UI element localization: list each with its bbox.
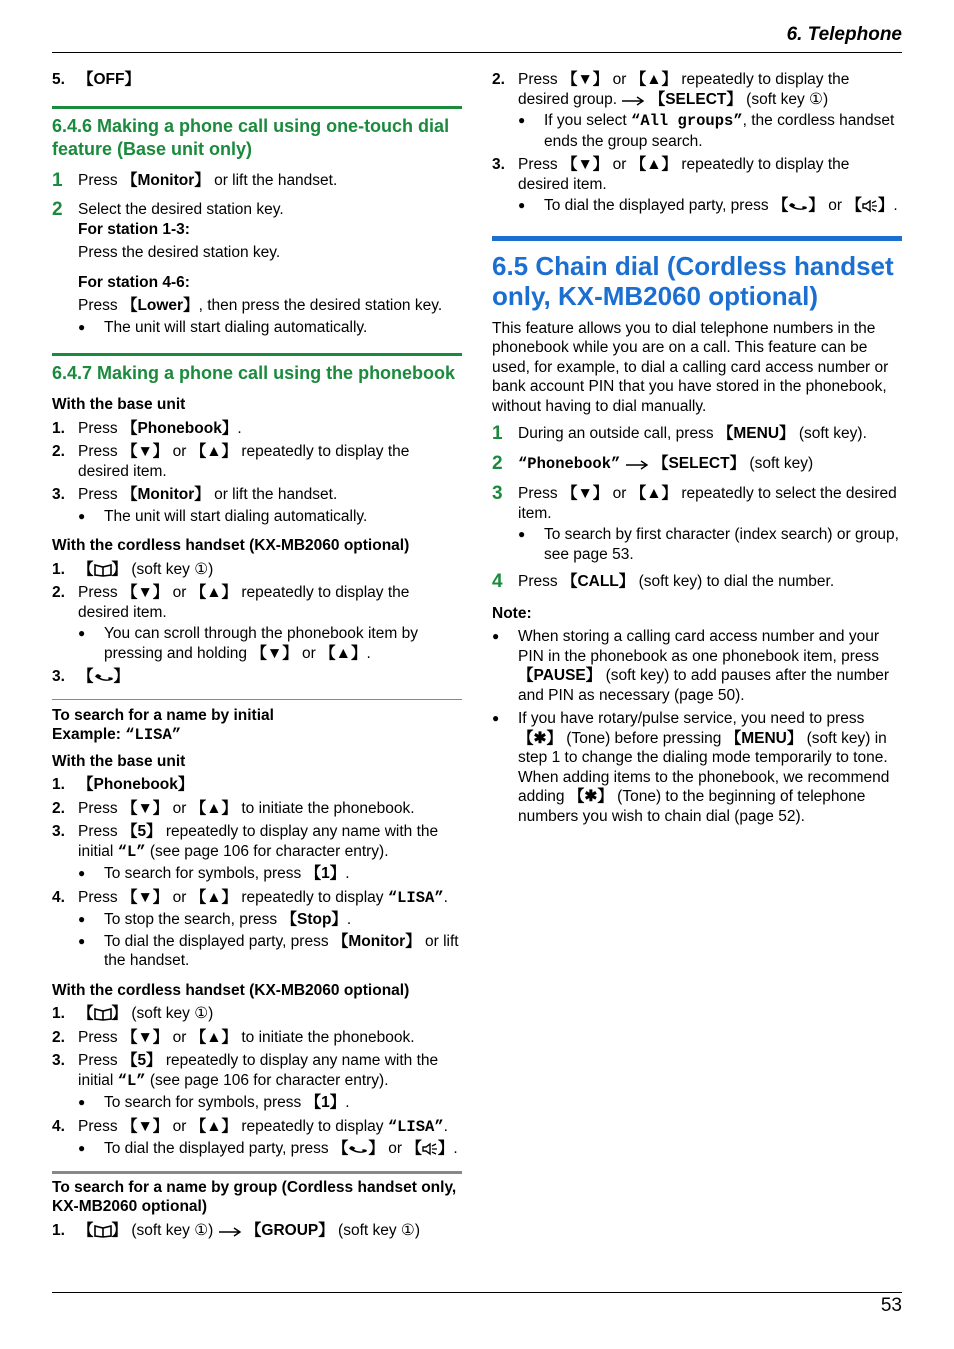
arrow-right-icon xyxy=(625,459,649,471)
base-unit-label: With the base unit xyxy=(52,396,186,413)
arrow-right-icon xyxy=(621,95,645,107)
cordless-label: With the cordless handset (KX-MB2060 optional) xyxy=(52,537,410,554)
bullet: ● The unit will start dialing automatically. xyxy=(78,318,462,338)
phonebook-icon xyxy=(94,1224,112,1238)
s646-step-2: 2 Select the desired station key. xyxy=(52,199,284,220)
phonebook-icon xyxy=(94,1007,112,1021)
step-5: 5. 【OFF】 xyxy=(52,70,462,90)
page-number: 53 xyxy=(880,1295,902,1316)
note-item: ● If you have rotary/pulse service, you need to press 【✱】 (Tone) before pressing 【MENU】 (soft key) in step 1 to change the dialing mode temporarily to tone. When adding items to the phonebook, we recommend adding 【✱】 (Tone) to the beginning of telephone numbers you wish to chain dial (page 52). xyxy=(492,709,902,826)
heading-6-4-6: 6.4.6 Making a phone call using one-touch dial feature (Base unit only) xyxy=(52,106,462,161)
talk-icon xyxy=(788,199,808,213)
talk-icon xyxy=(348,1142,368,1156)
search-by-group-label: To search for a name by group (Cordless handset only, KX-MB2060 optional) xyxy=(52,1171,462,1217)
arrow-right-icon xyxy=(218,1226,242,1238)
station-1-3-label: For station 1-3: xyxy=(78,220,190,238)
note-label: Note: xyxy=(492,604,532,622)
off-key: 【OFF】 xyxy=(78,71,140,88)
right-column: 2. Press 【▼】 or 【▲】 repeatedly to display the desired group. 【SELECT】 (soft key ①) ● If you select “All groups”, the cordless handset ends the group search. 3. Press 【▼】 or 【▲】 repeatedly to display the desired item. ● To dial the displayed party, press 【 】 or 【 】. 6.5 Chain dial (Cordless handset only, KX-MB2060 optional) This feature allows you to dial telephone numbers in the phonebook while you are on a call. This feature can be used, for example, to dial a calling card access number or bank account PIN that you have stored in the phonebook, without having to dial manually. 1 During an outside call, press 【MENU】 (soft key). 2 “Phonebook” 【SELECT】 (soft key) 3 Press 【▼】 or 【▲】 repeatedly to select the desired item. ● To search by first character (index search) or group, see page 53. 4 Press 【CALL】 (soft key) to dial the number. Note: ● When storing a calling card access number and your PIN in the phonebook as one phonebook item, press 【PAUSE】 (soft key) to add pauses after the number and PIN as necessary (page 50). ● If you have rotary/pulse service, you need to press 【✱】 (Tone) before pressing 【MENU】 (soft key) in step 1 to change the dialing mode temporarily to tone. When adding items to the phonebook, we recommend adding 【✱】 (Tone) to the beginning of telephone numbers you wish to chain dial (page 52). xyxy=(492,70,902,826)
speaker-icon xyxy=(862,199,878,213)
intro-paragraph: This feature allows you to dial telephone numbers in the phonebook while you are on a call. This feature can be used, for example, to dial a calling card access number or bank account PIN that you have stored in the phonebook, without having to dial manually. xyxy=(492,319,889,415)
section-title: 6. Telephone xyxy=(786,24,902,45)
page-footer xyxy=(52,1292,902,1316)
s646-step-1: 1 Press 【Monitor】 or lift the handset. xyxy=(52,169,338,191)
heading-6-4-7: 6.4.7 Making a phone call using the phonebook xyxy=(52,353,462,385)
search-by-initial-label: To search for a name by initial xyxy=(52,699,462,726)
station-4-6-label: For station 4-6: xyxy=(78,273,190,291)
talk-icon xyxy=(94,670,114,684)
phonebook-icon xyxy=(94,563,112,577)
heading-6-5: 6.5 Chain dial (Cordless handset only, KX-MB2060 optional) xyxy=(492,236,902,311)
page-header xyxy=(52,22,902,53)
note-item: ● When storing a calling card access number and your PIN in the phonebook as one phonebook item, press 【PAUSE】 (soft key) to add pauses after the number and PIN as necessary (page 50). xyxy=(492,627,902,705)
left-column: 5. 【OFF】 6.4.6 Making a phone call using one-touch dial feature (Base unit only) 1 Press 【Monitor】 or lift the handset. 2 Select the desired station key. For station 1-3: Press the desired station key. For station 4-6: Press 【Lower】, then press the desired station key. ● The unit will start dialing automatically. 6.4.7 Making a phone call using the phonebook With the base unit 1. Press 【Phonebook】. 2. Press 【▼】 or 【▲】 repeatedly to display the desired item. 3. Press 【Monitor】 or lift the handset. ● The unit will start dialing automatically. With the cordless handset (KX-MB2060 optional) 1. 【 】 (soft key ①) 2. Press 【▼】 or 【▲】 repeatedly to display the desired item. ● You can scroll through the phonebook item by pressing and holding 【▼】 or 【▲】. 3. 【 】 To search for a name by initial Example: “LISA” With the base unit 1. 【Phonebook】 2. Press 【▼】 or 【▲】 to initiate the phonebook. 3. Press 【5】 repeatedly to display any name with the initial “L” (see page 106 for character entry). ● To search for symbols, press 【1】. 4. Press 【▼】 or 【▲】 repeatedly to display “LISA”. ● To stop the search, press 【Stop】. ● To dial the displayed party, press 【Monitor】 or lift the handset. With the cordless handset (KX-MB2060 optional) 1. 【 】 (soft key ①) 2. Press 【▼】 or 【▲】 to initiate the phonebook. 3. Press 【5】 repeatedly to display any name with the initial “L” (see page 106 for character entry). ● To search for symbols, press 【1】. 4. Press 【▼】 or 【▲】 repeatedly to display “LISA”. ● To dial the displayed party, press 【 】 or 【 】. To search for a name by group (Cordless handset only, KX-MB2060 optional) 1. 【 】 (soft key ①) 【GROUP】 (soft key ①) xyxy=(52,70,462,1240)
speaker-icon xyxy=(422,1142,438,1156)
